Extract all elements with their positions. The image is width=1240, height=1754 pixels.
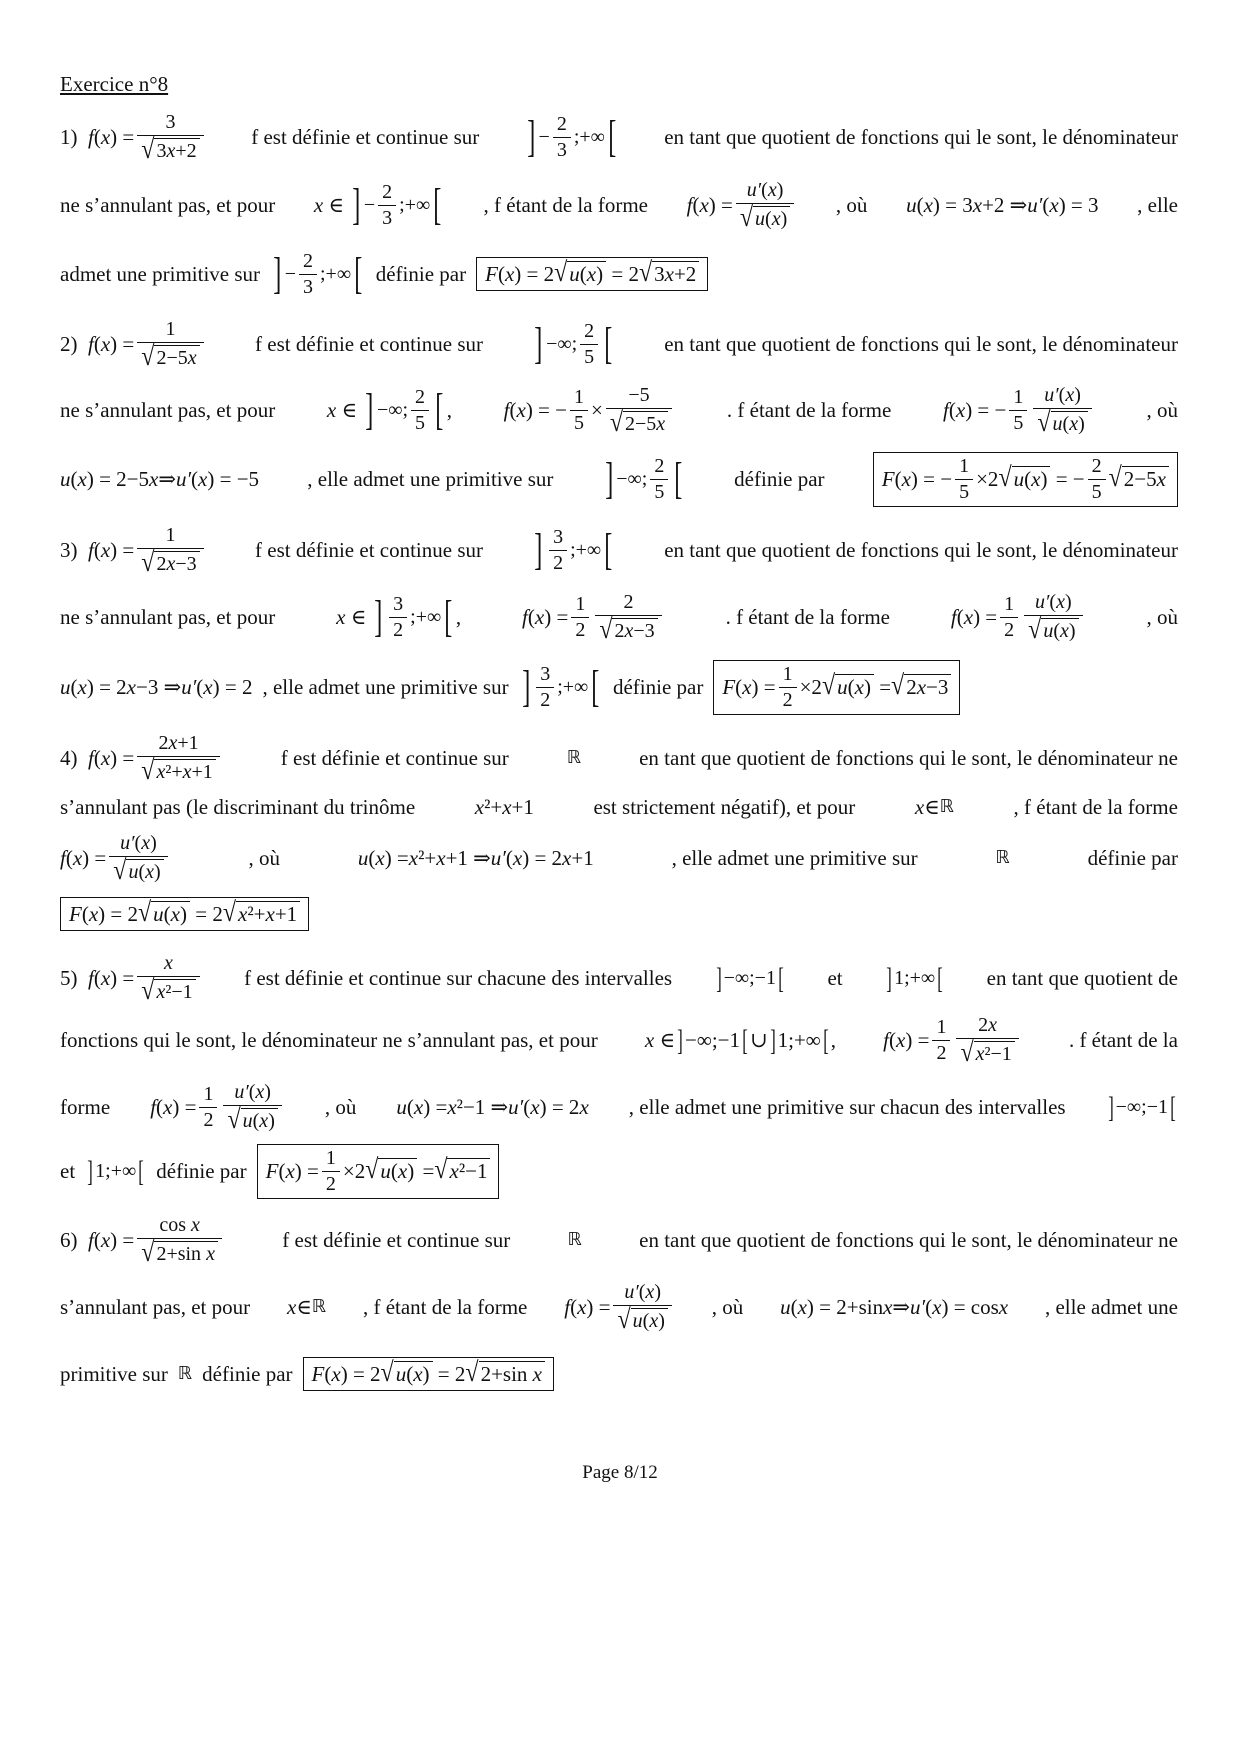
page-number: Page 8/12 [582, 1462, 658, 1483]
ex5-result: F ( x ) = $\frac{1}{2}$ ×2 √ u(x) = √ x²−1 [257, 1144, 500, 1199]
exercise-2: 2) f ( x ) = 1 √ 2−5x f est définie et continue sur ] −∞; $\frac{2}{5}$ [ en tant que quotient de fonctions qui le sont, le dénominateur ne s’annulant pas, et pour x ∈ ] −∞; $\frac{2}{5}$ [ , f ( x ) = − $\frac{1}{5}$ × −5 √ 2−5x . f étant de la forme f ( x ) = − $\frac{1}{5}$ u′(x) √ u(x) , où u ( x ) = 2−5 x ⇒ u′ ( x ) = −5 , elle admet une primitive sur ] −∞; $\frac{2}{5}$ [ définie par F ( x ) = − $\frac{1}{5}$ ×2 √ u(x) = − $\frac{2}{5}$ √ 2−5x [60, 315, 1178, 511]
exercise-3: 3) f ( x ) = 1 √ 2x−3 f est définie et continue sur ] $\frac{3}{2}$ ;+∞ [ en tant que quotient de fonctions qui le sont, le dénominateur ne s’annulant pas, et pour x ∈ ] $\frac{3}{2}$ ;+∞ [ , f ( x ) = $\frac{1}{2}$ 2 √ 2x−3 . f étant de la forme f ( x ) = $\frac{1}{2}$ u′(x) √ u(x) , où u ( x ) = 2 x −3 ⇒ u′ ( x ) = 2 , elle admet une primitive sur ] $\frac{3}{2}$ ;+∞ [ définie par F ( x ) = $\frac{1}{2}$ ×2 √ u(x) = √ 2x−3 [60, 521, 1178, 719]
exercise-5: 5) f ( x ) = x √ x²−1 f est définie et continue sur chacune des intervalles ] −∞;−1 [ et ] 1;+∞ [ en tant que quotient de fonctions qui le sont, le dénominateur ne s’annulant pas, et pour x ∈ ] −∞;−1 [ ∪ ] 1;+∞ [ , f ( x ) = $\frac{1}{2}$ 2x √ x²−1 . f étant de la forme f ( x ) = $\frac{1}{2}$ u′(x) √ u(x) , où u ( x ) = x ²−1 ⇒ u′ ( x ) = 2 x , elle admet une primitive sur chacun des intervalles ] −∞;−1 [ et ] 1;+∞ [ définie par F ( x ) = $\frac{1}{2}$ ×2 √ u(x) = √ x²−1 [60, 949, 1178, 1201]
ex4-result: F ( x ) = 2 √ u(x) = 2 √ x²+x+1 [60, 897, 309, 930]
ex1-function: 1) f ( x ) = 3 √ 3x+2 [60, 112, 207, 162]
ex2-result: F ( x ) = − $\frac{1}{5}$ ×2 √ u(x) = − $\frac{2}{5}$ √ 2−5x [873, 452, 1178, 507]
document-page [60, 72, 1178, 1403]
exercise-title: Exercice n°8 [60, 72, 169, 96]
exercise-4: 4) f ( x ) = 2x+1 √ x²+x+1 f est définie et continue sur ℝ en tant que quotient de fonctions qui le sont, le dénominateur ne s’annulant pas (le discriminant du trinôme x ²+ x +1 est strictement négatif), et pour x ∈ ℝ , f étant de la forme f ( x ) = u′(x) √ u(x) , où u ( x ) = x ²+ x +1 ⇒ u′ ( x ) = 2 x +1 , elle admet une primitive sur ℝ définie par F ( x ) = 2 √ u(x) = 2 √ x²+x+1 [60, 729, 1178, 939]
ex3-result: F ( x ) = $\frac{1}{2}$ ×2 √ u(x) = √ 2x−3 [713, 660, 960, 715]
ex6-result: F ( x ) = 2 √ u(x) = 2 √ 2+sin x [303, 1357, 554, 1390]
ex1-result: F ( x ) = 2 √ u(x) = 2 √ 3x+2 [476, 257, 708, 290]
exercise-1: 1) f ( x ) = 3 √ 3x+2 f est définie et continue sur ] − $\frac{2}{3}$ ;+∞ [ en tant que quotient de fonctions qui le sont, le dénominateur ne s’annulant pas, et pour x ∈ ] − $\frac{2}{3}$ ;+∞ [ , f étant de la forme f ( x ) = u′(x) √ u(x) , où u ( x ) = 3 x +2 ⇒ u′ ( x ) = 3 , elle admet une primitive sur ] − $\frac{2}{3}$ ;+∞ [ définie par F ( x ) = 2 √ u(x) = 2 √ 3x+2 [60, 111, 1178, 299]
ex1-interval: ] − $\frac{2}{3}$ ;+∞ [ [527, 112, 617, 162]
exercise-6: 6) f ( x ) = cos x √ 2+sin x f est définie et continue sur ℝ en tant que quotient de fonctions qui le sont, le dénominateur ne s’annulant pas, et pour x ∈ ℝ , f étant de la forme f ( x ) = u′(x) √ u(x) , où u ( x ) = 2+sin x ⇒ u′ ( x ) = cos x , elle admet une primitive sur ℝ définie par F ( x ) = 2 √ u(x) = 2 √ 2+sin x [60, 1211, 1178, 1403]
